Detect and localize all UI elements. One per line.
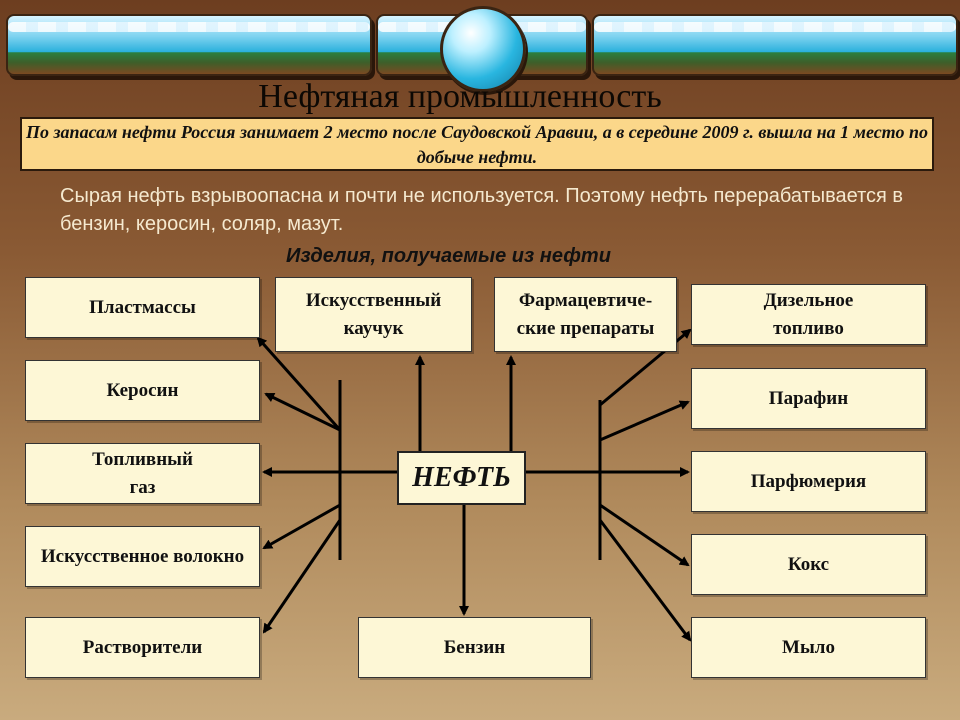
page-title: Нефтяная промышленность <box>258 78 662 115</box>
product-box-fiber: Искусственное волокно <box>25 526 260 587</box>
product-box-coke: Кокс <box>691 534 926 595</box>
info-box: По запасам нефти Россия занимает 2 место после Саудовской Аравии, а в середине 2009 г. вышла на 1 место по добыче нефти. <box>20 117 934 171</box>
product-box-fuel-gas: Топливный газ <box>25 443 260 504</box>
product-box-perfumery: Парфюмерия <box>691 451 926 512</box>
center-node-oil: НЕФТЬ <box>397 451 526 505</box>
arrow-to-solvents <box>264 520 340 632</box>
product-box-rubber: Искусственный каучук <box>275 277 472 352</box>
lead-text: Сырая нефть взрывоопасна и почти не используется. Поэтому нефть перерабатывается в бензин, керосин, соляр, мазут. <box>60 185 904 235</box>
arrow-to-coke <box>600 505 688 565</box>
product-box-pharma: Фармацевтиче- ские препараты <box>494 277 677 352</box>
arrow-to-paraffin <box>600 402 688 440</box>
arrow-to-fiber <box>264 505 340 548</box>
product-box-gasoline: Бензин <box>358 617 591 678</box>
product-box-soap: Мыло <box>691 617 926 678</box>
product-box-paraffin: Парафин <box>691 368 926 429</box>
product-box-plastics: Пластмассы <box>25 277 260 338</box>
arrow-to-kerosene <box>266 394 340 430</box>
diagram-subheading: Изделия, получаемые из нефти <box>286 245 611 267</box>
product-box-kerosene: Керосин <box>25 360 260 421</box>
arrow-to-soap <box>600 520 690 640</box>
product-box-diesel: Дизельное топливо <box>691 284 926 345</box>
product-box-solvents: Растворители <box>25 617 260 678</box>
